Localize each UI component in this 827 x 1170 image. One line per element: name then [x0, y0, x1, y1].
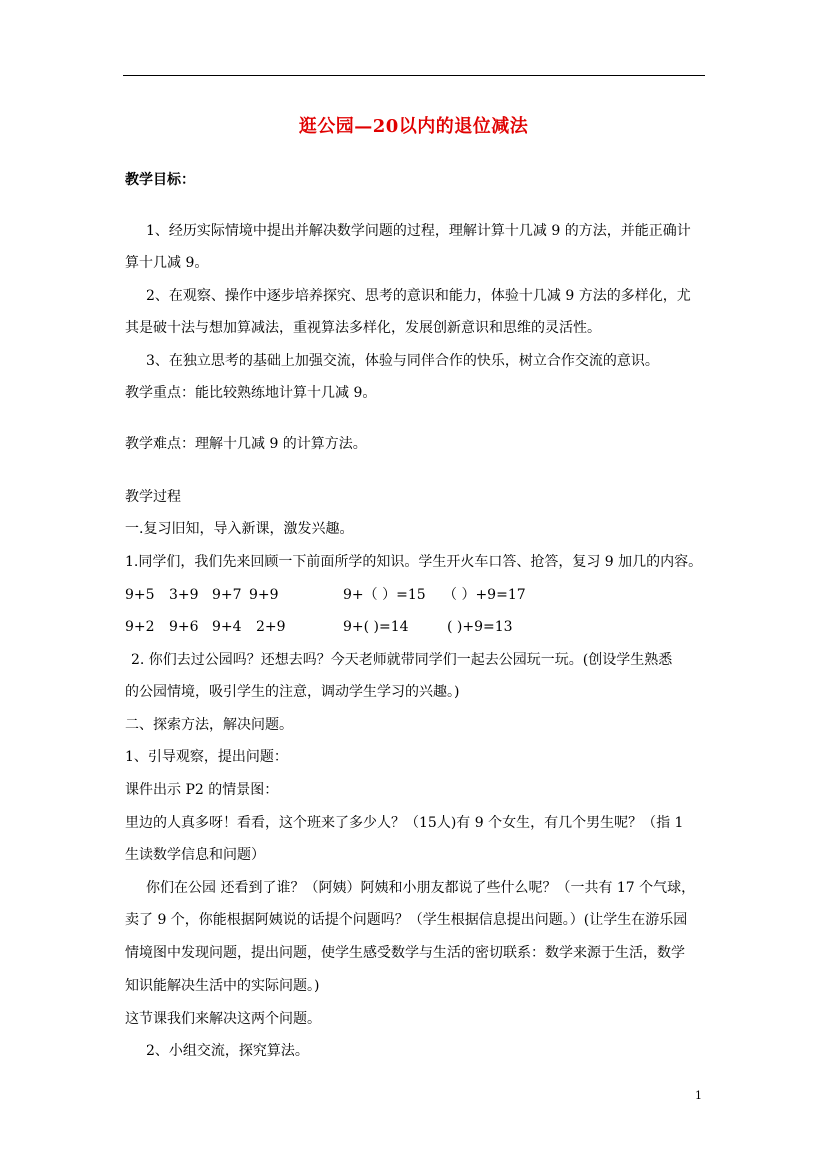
exercise-item: 9+（ ）=15	[343, 587, 426, 603]
paragraph-line: 你们在公园 还看到了谁？（阿姨）阿姨和小朋友都说了些什么呢？（一共有 17 个气球，	[146, 880, 696, 896]
paragraph-line: 其是破十法与想加算减法，重视算法多样化，发展创新意识和思维的灵活性。	[125, 320, 601, 336]
paragraph-line: 1.同学们，我们先来回顾一下前面所学的知识。学生开火车口答、抢答，复习 9 加几的内容。	[125, 554, 703, 570]
paragraph-line: 课件出示 P2 的情景图：	[125, 782, 279, 798]
paragraph-line: 情境图中发现问题，提出问题，使学生感受数学与生活的密切联系：数学来源于生活，数学	[125, 945, 685, 961]
paragraph-line: 1、经历实际情境中提出并解决数学问题的过程，理解计算十几减 9 的方法，并能正确计	[146, 223, 691, 239]
paragraph-line: 2. 你们去过公园吗？还想去吗？今天老师就带同学们一起去公园玩一玩。(创设学生熟悉	[131, 652, 673, 668]
header-rule	[123, 75, 705, 76]
exercise-item: 9+2	[125, 619, 155, 635]
exercise-item: （ ）+9=17	[443, 587, 526, 603]
paragraph-line: 一.复习旧知，导入新课，激发兴趣。	[125, 521, 354, 537]
paragraph-line: 这节课我们来解决这两个问题。	[125, 1011, 321, 1027]
section-heading-process: 教学过程	[125, 489, 181, 505]
exercise-row-2	[125, 617, 625, 637]
paragraph-line: 里边的人真多呀！看看，这个班来了多少人？（15人)有 9 个女生，有几个男生呢？（指 1	[125, 815, 684, 831]
page-number: 1	[695, 1089, 702, 1102]
document-title: 逛公园—20以内的退位减法	[298, 116, 529, 137]
exercise-item: 9+9	[249, 587, 279, 603]
paragraph-line: 生读数学信息和问题）	[125, 847, 265, 863]
exercise-item: 9+4	[212, 619, 242, 635]
paragraph-line: 1、引导观察，提出问题：	[125, 749, 288, 765]
paragraph-line: 知识能解决生活中的实际问题。)	[125, 978, 320, 994]
exercise-row-1	[125, 585, 625, 605]
exercise-item: 2+9	[256, 619, 286, 635]
paragraph-line: 3、在独立思考的基础上加强交流，体验与同伴合作的快乐，树立合作交流的意识。	[146, 353, 659, 369]
key-point-line: 教学重点：能比较熟练地计算十几减 9。	[125, 385, 377, 401]
paragraph-line: 算十几减 9。	[125, 255, 209, 271]
paragraph-line: 2、在观察、操作中逐步培养探究、思考的意识和能力，体验十几减 9 方法的多样化，尤	[146, 288, 691, 304]
paragraph-line: 2、小组交流，探究算法。	[146, 1043, 309, 1059]
difficulty-line: 教学难点：理解十几减 9 的计算方法。	[125, 436, 367, 452]
paragraph-line: 卖了 9 个，你能根据阿姨说的话提个问题吗？（学生根据信息提出问题。）(让学生在游乐园	[125, 912, 688, 928]
paragraph-line: 二、探索方法，解决问题。	[125, 717, 293, 733]
paragraph-line: 的公园情境，吸引学生的注意，调动学生学习的兴趣。)	[125, 684, 460, 700]
section-heading-objectives: 教学目标：	[125, 172, 195, 188]
exercise-item: 9+7	[212, 587, 242, 603]
exercise-item: ( )+9=13	[447, 619, 513, 635]
exercise-item: 9+( )=14	[343, 619, 409, 635]
exercise-item: 9+5	[125, 587, 155, 603]
exercise-item: 9+6	[169, 619, 199, 635]
exercise-item: 3+9	[169, 587, 199, 603]
